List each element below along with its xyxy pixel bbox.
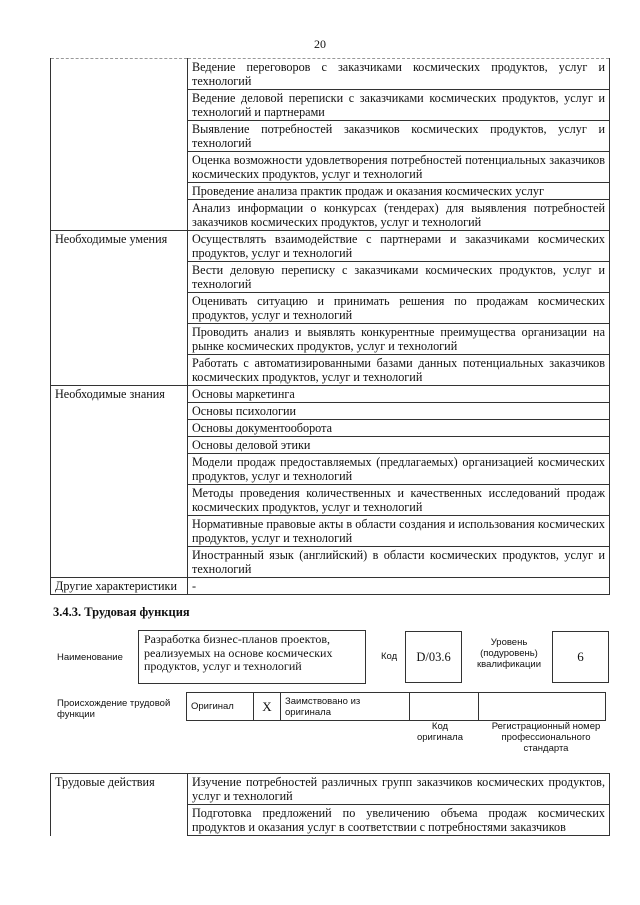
row-group-label: Необходимые умения	[51, 231, 188, 386]
row-description: Оценивать ситуацию и принимать решения по продажам космических продуктов, услуг и технологий	[188, 293, 610, 324]
reg-number-cell	[479, 693, 606, 721]
row-description: Проводить анализ и выявлять конкурентные преимущества организации на рынке космических продуктов, услуг и технологий	[188, 324, 610, 355]
function-code-box: D/03.6	[405, 631, 462, 683]
labor-actions-label: Трудовые действия	[51, 774, 188, 836]
labor-action-item: Подготовка предложений по увеличению объема продаж космических продуктов и оказания услуг в соответствии с потребностями заказчиков	[188, 805, 610, 836]
row-description: Ведение деловой переписки с заказчиками космических продуктов, услуг и технологий и партнерами	[188, 90, 610, 121]
row-description: Вести деловую переписку с заказчиками космических продуктов, услуг и технологий	[188, 262, 610, 293]
row-group-label	[51, 59, 188, 231]
row-description: Модели продаж предоставляемых (предлагаемых) организацией космических продуктов, услуг и технологий	[188, 454, 610, 485]
row-description: Осуществлять взаимодействие с партнерами и заказчиками космических продуктов, услуг и технологий	[188, 231, 610, 262]
row-description: Основы маркетинга	[188, 386, 610, 403]
origin-original-cell: Оригинал	[187, 693, 254, 721]
origin-mark-cell: X	[254, 693, 281, 721]
table-row	[51, 386, 610, 403]
row-description: Основы деловой этики	[188, 437, 610, 454]
origin-label: Происхождение трудовой функции	[57, 698, 171, 720]
row-description: Основы психологии	[188, 403, 610, 420]
row-description: Анализ информации о конкурсах (тендерах) для выявления потребностей заказчиков космических продуктов, услуг и технологий	[188, 200, 610, 231]
row-description: Работать с автоматизированными базами данных потенциальных заказчиков космических продуктов, услуг и технологий	[188, 355, 610, 386]
section-title: 3.4.3. Трудовая функция	[53, 605, 190, 619]
row-description: Ведение переговоров с заказчиками космических продуктов, услуг и технологий	[188, 59, 610, 90]
row-description: Нормативные правовые акты в области создания и использования космических продуктов, услуг и технологий	[188, 516, 610, 547]
origin-code-cell	[410, 693, 479, 721]
qualification-level-label: Уровень (подуровень) квалификации	[476, 637, 542, 670]
row-description: Оценка возможности удовлетворения потребностей потенциальных заказчиков космических продуктов, услуг и технологий	[188, 152, 610, 183]
row-description: Методы проведения количественных и качественных исследований продаж космических продуктов, услуг и технологий	[188, 485, 610, 516]
function-name-box: Разработка бизнес-планов проектов, реализуемых на основе космических продуктов, услуг и технологий	[138, 630, 366, 684]
row-group-label: Необходимые знания	[51, 386, 188, 578]
page-number: 20	[314, 37, 326, 51]
table-row	[51, 774, 610, 805]
origin-code-caption: Код оригинала	[416, 721, 463, 743]
labor-actions-table	[50, 773, 610, 836]
row-description: Выявление потребностей заказчиков космических продуктов, услуг и технологий	[188, 121, 610, 152]
row-group-label: Другие характеристики	[51, 578, 188, 595]
labor-action-item: Изучение потребностей различных групп заказчиков космических продуктов, услуг и технологий	[188, 774, 610, 805]
row-description: Основы документооборота	[188, 420, 610, 437]
origin-borrowed-cell: Заимствовано из оригинала	[281, 693, 410, 721]
row-description: -	[188, 578, 610, 595]
reg-number-caption: Регистрационный номер профессионального стандарта	[491, 721, 601, 754]
code-label: Код	[381, 651, 398, 662]
row-description: Иностранный язык (английский) в области космических продуктов, услуг и технологий	[188, 547, 610, 578]
table-row	[51, 578, 610, 595]
row-description: Проведение анализа практик продаж и оказания космических услуг	[188, 183, 610, 200]
qualification-level-box: 6	[552, 631, 609, 683]
origin-table	[186, 692, 606, 721]
competency-table	[50, 58, 610, 595]
table-row	[51, 231, 610, 262]
table-row	[51, 59, 610, 90]
name-label: Наименование	[57, 652, 123, 663]
